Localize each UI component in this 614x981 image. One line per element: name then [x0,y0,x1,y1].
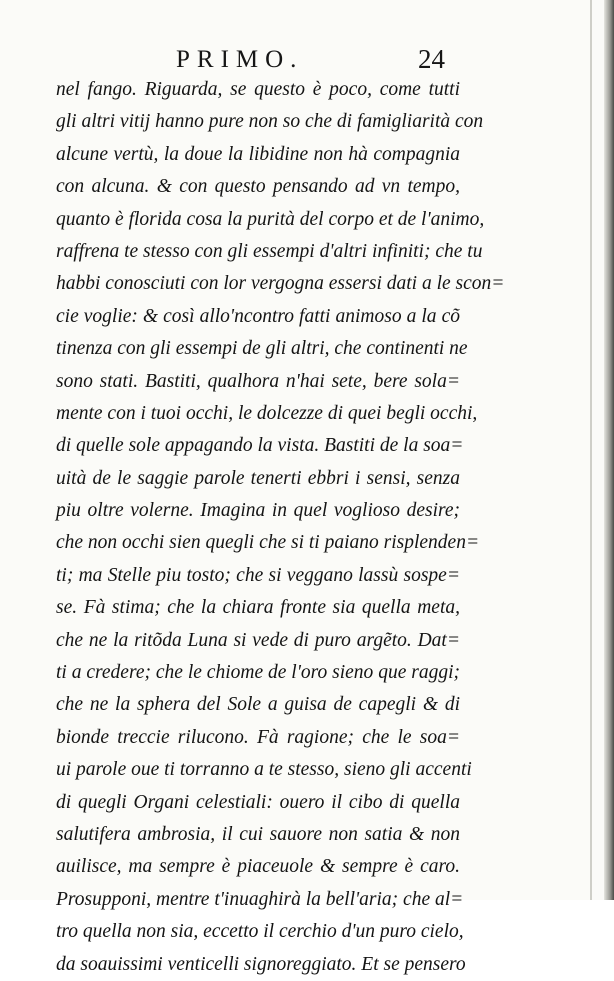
text-line: auilisce, ma sempre è piaceuole & sempre è caro. [56,856,460,878]
text-line: habbi conosciuti con lor vergogna essersi dati a le scon= [56,273,505,295]
text-line: tinenza con gli essempi de gli altri, che continenti ne [56,338,468,360]
text-line: che non occhi sien quegli che si ti paiano risplenden= [56,532,480,554]
text-line: se. Fà stima; che la chiara fronte sia quella meta, [56,597,460,619]
text-line: sono stati. Bastiti, qualhora n'hai sete, bere sola= [56,370,460,392]
text-line: con alcuna. & con questo pensando ad vn tempo, [56,176,460,198]
text-line: quanto è florida cosa la purità del corpo et de l'animo, [56,208,485,230]
text-line: salutifera ambrosia, il cui sauore non satia & non [56,823,460,845]
text-line: ti a credere; che le chiome de l'oro sieno que raggi; [56,662,460,684]
running-head-title: PRIMO. [176,46,304,73]
text-line: Prosupponi, mentre t'inuaghirà la bell'aria; che al= [56,888,464,910]
text-line: piu oltre volerne. Imagina in quel voglioso desire; [56,500,460,522]
text-line: da soauissimi venticelli signoreggiato. Et se pensero [56,953,466,975]
text-line: nel fango. Riguarda, se questo è poco, come tutti [56,79,460,100]
text-line: tro quella non sia, eccetto il cerchio d'un puro cielo, [56,921,464,943]
text-line: gli altri vitij hanno pure non so che di famigliarità con [56,111,484,133]
page-edge-shadow-line [590,0,592,900]
text-line: uità de le saggie parole tenerti ebbri i sensi, senza [56,467,460,489]
text-line: di quelle sole appagando la vista. Bastiti de la soa= [56,435,464,457]
text-line: bionde treccie rilucono. Fà ragione; che le soa= [56,726,460,748]
text-line: di quegli Organi celestiali: ouero il cibo di quella [56,791,460,813]
text-line: mente con i tuoi occhi, le dolcezze di quei begli occhi, [56,402,478,424]
body-text [56,74,505,981]
page-edge-shadow [604,0,614,900]
text-line: ui parole oue ti torranno a te stesso, sieno gli accenti [56,759,472,781]
text-line: cie voglie: & così allo'ncontro fatti animoso a la cõ [56,305,460,327]
text-line: alcune vertù, la doue la libidine non hà compagnia [56,143,460,165]
text-line: raffrena te stesso con gli essempi d'altri infiniti; che tu [56,240,483,262]
text-line: ti; ma Stelle piu tosto; che si veggano lassù sospe= [56,564,460,586]
page-number: 24 [418,44,445,74]
text-line: che ne la ritõda Luna si vede di puro argẽto. Dat= [56,629,460,651]
text-line: che ne la sphera del Sole a guisa de capegli & di [56,694,460,716]
